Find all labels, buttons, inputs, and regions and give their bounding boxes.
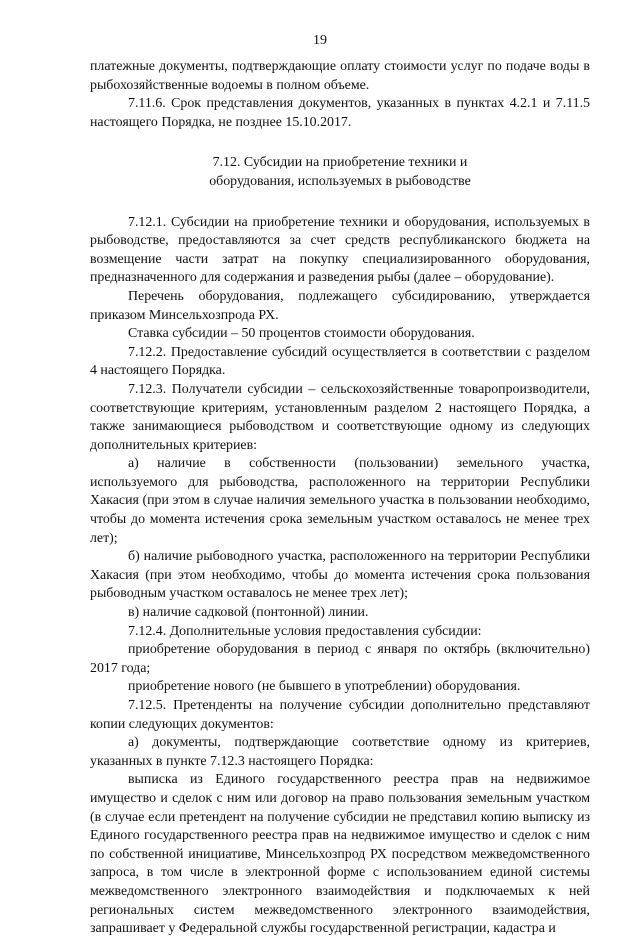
paragraph: 7.12.2. Предоставление субсидий осуществляется в соответствии с разделом 4 настоящего Порядка. (90, 344, 590, 379)
document-body (90, 58, 590, 939)
paragraph: а) документы, подтверждающие соответствие одному из критериев, указанных в пункте 7.12.3 настоящего Порядка: (90, 735, 590, 769)
paragraph: выписка из Единого государственного реестра прав на недвижимое имущество и сделок с ним или договор на право пользования земельным участком (в случае если претендент на получение субсидии не представил копию выписку из Единого государственного реестра прав на недвижимое имущество и сделок с ним по собственной инициативе, Минсельхозпрод РХ посредством межведомственного запроса, в том числе в электронной форме с использованием единой системы межведомственного электронного взаимодействия и подключаемых к ней региональных систем межведомственного электронного взаимодействия, запрашивает у Федеральной службы государственной регистрации, кадастра и (90, 772, 590, 937)
paragraph: приобретение нового (не бывшего в употреблении) оборудования. (128, 679, 521, 695)
paragraph: Перечень оборудования, подлежащего субсидированию, утверждается приказом Минсельхозпрода РХ. (90, 288, 590, 323)
paragraph: 7.12.4. Дополнительные условия предоставления субсидии: (128, 623, 482, 639)
paragraph: 7.12.1. Субсидии на приобретение техники и оборудования, используемых в рыбоводстве, предоставляются за счет средств республиканского бюджета на возмещение части затрат на покупку специализированного оборудования, предназначенного для содержания и разведения рыбы (далее – оборудование). (90, 214, 590, 286)
paragraph: Ставка субсидии – 50 процентов стоимости оборудования. (128, 326, 475, 342)
paragraph-continuation: платежные документы, подтверждающие оплату стоимости услуг по подаче воды в рыбохозяйственные водоемы в полном объеме. (90, 59, 590, 93)
section-heading-line1: 7.12. Субсидии на приобретение техники и (212, 155, 468, 171)
section-heading (90, 154, 590, 191)
paragraph: в) наличие садковой (понтонной) линии. (128, 605, 369, 621)
paragraph-7-11-6: 7.11.6. Срок представления документов, указанных в пунктах 4.2.1 и 7.11.5 настоящего Порядка, не позднее 15.10.2017. (90, 96, 590, 130)
paragraph: приобретение оборудования в период с января по октябрь (включительно) 2017 года; (90, 642, 590, 676)
paragraph: 7.12.3. Получатели субсидии – сельскохозяйственные товаропроизводители, соответствующие критериям, установленным разделом 2 настоящего Порядка, а также занимающиеся рыбоводством и соответствующие одному из следующих дополнительных критериев: (90, 381, 590, 453)
page-number: 19 (313, 33, 327, 48)
paragraph: 7.12.5. Претенденты на получение субсидии дополнительно представляют копии следующих документов: (90, 698, 590, 732)
section-heading-line2: оборудования, используемых в рыбоводстве (209, 173, 471, 189)
paragraph: б) наличие рыбоводного участка, расположенного на территории Республики Хакасия (при этом необходимо, чтобы до момента истечения срока пользования рыбоводным участком оставалось не менее трех лет); (90, 549, 590, 602)
paragraph: а) наличие в собственности (пользовании) земельного участка, используемого для рыбоводства, расположенного на территории Республики Хакасия (при этом в случае наличия земельного участка в пользовании необходимо, чтобы до момента истечения срока земельным участком оставалось не менее трех лет); (90, 456, 590, 546)
